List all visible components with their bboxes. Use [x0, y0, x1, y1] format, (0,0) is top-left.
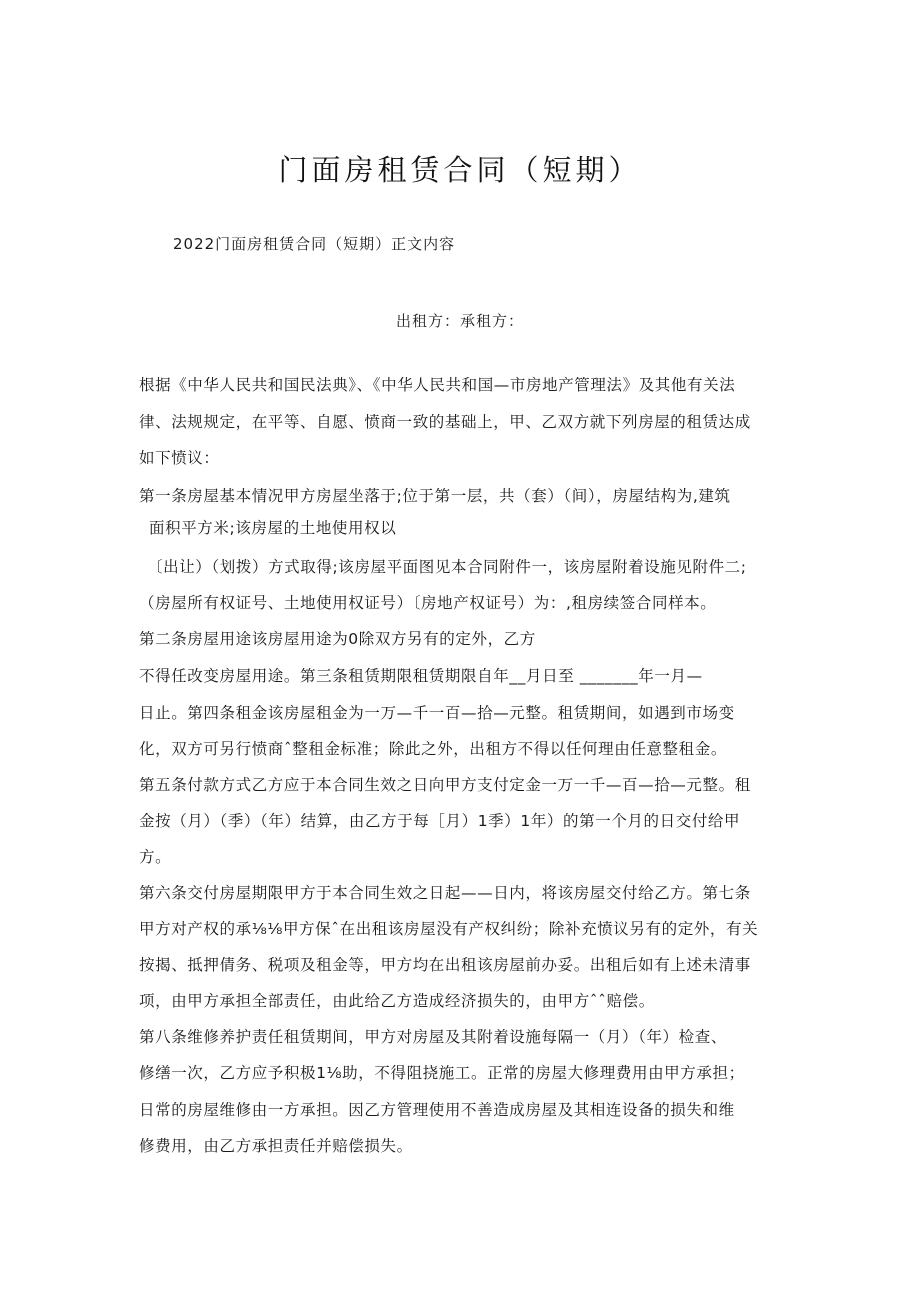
body-line: 面积平方米;该房屋的土地使用权以 — [149, 519, 397, 537]
body-line: 〔出让）（划拨）方式取得;该房屋平面图见本合同附件一，该房屋附着设施见附件二; — [147, 558, 747, 576]
body-line: 律、法规规定，在平等、自愿、愤商一致的基础上，甲、乙双方就下列房屋的租赁达成 — [139, 413, 751, 431]
parties-line: 出租方：承租方： — [395, 312, 524, 330]
body-line: 根据《中华人民共和国民法典》、《中华人民共和国—市房地产管理法》及其他有关法 — [139, 376, 736, 394]
body-line: 金按（月）（季）（年）结算，由乙方于每［月）1季）1年）的第一个月的日交付给甲 — [139, 812, 741, 830]
body-line: 第五条付款方式乙方应于本合同生效之日向甲方支付定金一万一千—百—拾—元整。租 — [139, 776, 751, 794]
body-line: （房屋所有权证号、土地使用权证号）〔房地产权证号）为：,租房续签合同样本。 — [139, 594, 717, 612]
body-line: 日止。第四条租金该房屋租金为一万—千一百—拾—元整。租赁期间，如遇到市场变 — [139, 704, 735, 722]
body-line: 修缮一次，乙方应予积极1⅛助，不得阻挠施工。正常的房屋大修理费用由甲方承担； — [139, 1064, 745, 1082]
body-line: 甲方对产权的承⅛⅛甲方保ˆ在出租该房屋没有产权纠纷；除补充愤议另有的定外，有关 — [139, 920, 759, 938]
document-subtitle: 2022门面房租赁合同（短期）正文内容 — [173, 235, 456, 253]
body-line: 第二条房屋用途该房屋用途为0除双方另有的定外，乙方 — [139, 630, 536, 648]
body-line: 第一条房屋基本情况甲方房屋坐落于;位于第一层，共（套）（间），房屋结构为,建筑 — [139, 487, 731, 505]
body-line: 修费用，由乙方承担责任并赔偿损失。 — [139, 1137, 413, 1155]
body-line: 项，由甲方承担全部责任，由此给乙方造成经济损失的，由甲方ˆˆ赔偿。 — [139, 992, 655, 1010]
body-line: 如下愤议： — [139, 449, 220, 467]
body-line: 第六条交付房屋期限甲方于本合同生效之日起——日内，将该房屋交付给乙方。第七条 — [139, 884, 751, 902]
body-line: 日常的房屋维修由一方承担。因乙方管理使用不善造成房屋及其相连设备的损失和维 — [139, 1101, 735, 1119]
body-line: 按揭、抵押倩务、税项及租金等，甲方均在出租该房屋前办妥。出租后如有上述未清事 — [139, 956, 751, 974]
body-line: 化，双方可另行愤商ˆ整租金标准；除此之外，出租方不得以任何理由任意整租金。 — [139, 740, 727, 758]
body-line: 第八条维修养护责任租赁期间，甲方对房屋及其附着设施每隔一（月）（年）检查、 — [139, 1028, 727, 1046]
body-line: 不得任改变房屋用途。第三条租赁期限租赁期限自年__月日至 _______年一月— — [139, 667, 703, 685]
body-line: 方。 — [139, 848, 172, 866]
document-title: 门面房租赁合同（短期） — [278, 153, 642, 187]
